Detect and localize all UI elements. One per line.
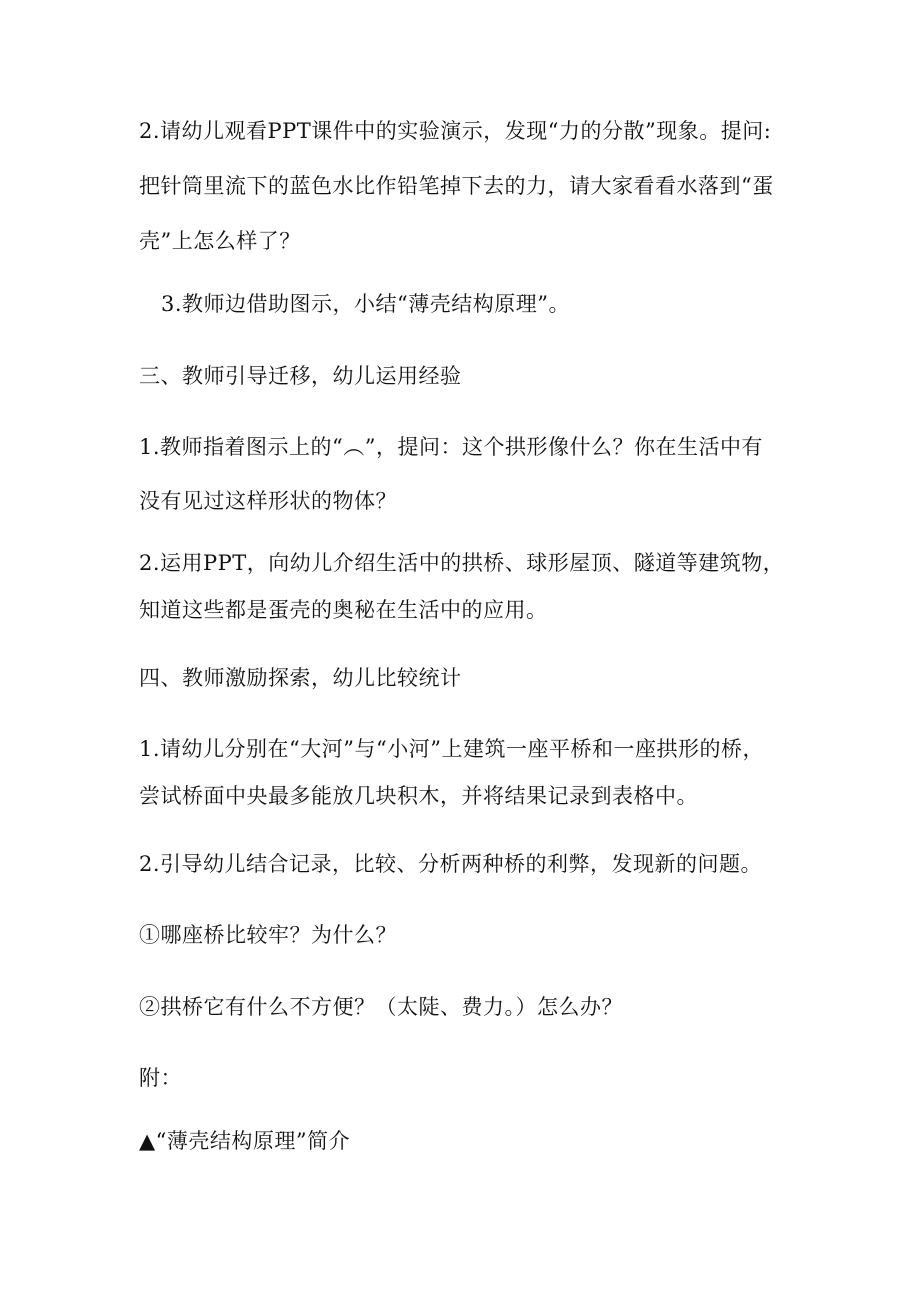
text-line: ②拱桥它有什么不方便？（太陡、费力。）怎么办？	[139, 995, 623, 1019]
text-line: 2.引导幼儿结合记录，比较、分析两种桥的利弊，发现新的问题。	[139, 852, 763, 876]
text-line: 2.运用PPT，向幼儿介绍生活中的拱桥、球形屋顶、隧道等建筑物，	[139, 551, 785, 575]
text-line: 把针筒里流下的蓝色水比作铅笔掉下去的力，请大家看看水落到“蛋	[139, 174, 774, 198]
text-line: 知道这些都是蛋壳的奥秘在生活中的应用。	[139, 598, 548, 622]
text-line: 附：	[139, 1066, 182, 1090]
text-line: ▲“薄壳结构原理”简介	[139, 1129, 351, 1153]
text-line: ①哪座桥比较牢？为什么？	[139, 923, 397, 947]
text-line: 壳”上怎么样了？	[139, 229, 301, 253]
text-line: 3.教师边借助图示，小结“薄壳结构原理”。	[161, 292, 571, 316]
text-line: 2.请幼儿观看PPT课件中的实验演示，发现“力的分散”现象。提问:	[139, 119, 772, 143]
text-line: 没有见过这样形状的物体？	[139, 489, 397, 513]
text-line: 1.请幼儿分别在“大河”与“小河”上建筑一座平桥和一座拱形的桥，	[139, 737, 764, 761]
text-line: 尝试桥面中央最多能放几块积木，并将结果记录到表格中。	[139, 784, 698, 808]
text-line: 1.教师指着图示上的“︵”，提问：这个拱形像什么？你在生活中有	[139, 435, 764, 459]
section-heading: 三、教师引导迁移，幼儿运用经验	[139, 364, 462, 388]
section-heading: 四、教师激励探索，幼儿比较统计	[139, 666, 462, 690]
